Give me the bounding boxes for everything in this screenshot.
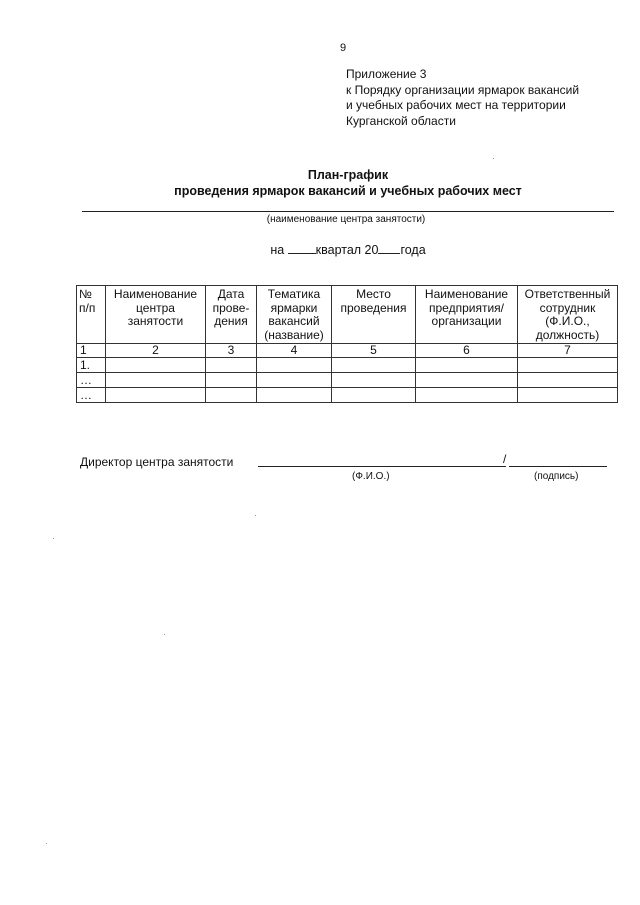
- scan-speck: [255, 515, 256, 516]
- table-cell: [332, 358, 416, 373]
- table-row: [77, 388, 618, 403]
- appendix-note: [346, 67, 626, 129]
- table-cell: [518, 358, 618, 373]
- scan-speck: [53, 538, 54, 539]
- quarter-blank: [288, 242, 316, 254]
- page-number: 9: [340, 42, 347, 54]
- appendix-line: Приложение 3: [346, 67, 427, 81]
- table-row: [77, 373, 618, 388]
- table-cell: [257, 373, 332, 388]
- column-header: № п/п: [77, 286, 106, 344]
- table-cell: [106, 358, 206, 373]
- table-cell: [416, 373, 518, 388]
- table-cell: [416, 358, 518, 373]
- document-title: [0, 168, 640, 199]
- column-header: Ответственный сотрудник (Ф.И.О., должность): [518, 286, 618, 344]
- table-cell: …: [77, 373, 106, 388]
- appendix-line: Курганской области: [346, 113, 456, 128]
- column-header: Место проведения: [332, 286, 416, 344]
- column-header: Тематика ярмарки вакансий (название): [257, 286, 332, 344]
- header-row: [77, 286, 618, 344]
- signature-separator: /: [503, 452, 507, 466]
- sign-signature-line: [509, 466, 607, 467]
- table-cell: [206, 373, 257, 388]
- column-header: Дата прове-дения: [206, 286, 257, 344]
- column-number: 7: [518, 344, 618, 358]
- column-header: Наименование центра занятости: [106, 286, 206, 344]
- table-cell: [518, 388, 618, 403]
- signature-label: Директор центра занятости: [80, 455, 234, 469]
- table-cell: [106, 388, 206, 403]
- table-cell: [332, 388, 416, 403]
- sign-caption: (подпись): [534, 471, 579, 482]
- quarter-prefix: на: [270, 243, 285, 257]
- quarter-middle: квартал 20: [315, 243, 379, 257]
- table-cell: [257, 388, 332, 403]
- appendix-line: к Порядку организации ярмарок вакансий: [346, 82, 580, 97]
- scan-speck: [46, 843, 47, 844]
- appendix-line: и учебных рабочих мест на территории: [346, 98, 566, 112]
- scan-speck: [493, 158, 494, 159]
- center-name-caption: (наименование центра занятости): [266, 214, 426, 225]
- column-number: 3: [206, 344, 257, 358]
- title-line: План-график: [307, 168, 389, 182]
- column-number: 6: [416, 344, 518, 358]
- quarter-line: [0, 242, 640, 257]
- table-cell: [206, 388, 257, 403]
- table-cell: 1.: [77, 358, 106, 373]
- table-cell: [257, 358, 332, 373]
- table-cell: [416, 388, 518, 403]
- table-cell: [518, 373, 618, 388]
- table-cell: [332, 373, 416, 388]
- column-number: 1: [77, 344, 106, 358]
- center-name-rule: [82, 211, 614, 212]
- schedule-table: [76, 285, 618, 403]
- year-blank: [378, 242, 400, 254]
- column-number-row: [77, 344, 618, 358]
- fio-signature-line: [258, 466, 506, 467]
- scan-speck: [164, 634, 165, 635]
- quarter-suffix: года: [400, 243, 426, 257]
- column-number: 4: [257, 344, 332, 358]
- table-row: [77, 358, 618, 373]
- title-line: проведения ярмарок вакансий и учебных рабочих мест: [174, 183, 522, 198]
- table-cell: [206, 358, 257, 373]
- table-cell: …: [77, 388, 106, 403]
- column-header: Наименование предприятия/ организации: [416, 286, 518, 344]
- column-number: 5: [332, 344, 416, 358]
- table-cell: [106, 373, 206, 388]
- fio-caption: (Ф.И.О.): [352, 471, 390, 482]
- column-number: 2: [106, 344, 206, 358]
